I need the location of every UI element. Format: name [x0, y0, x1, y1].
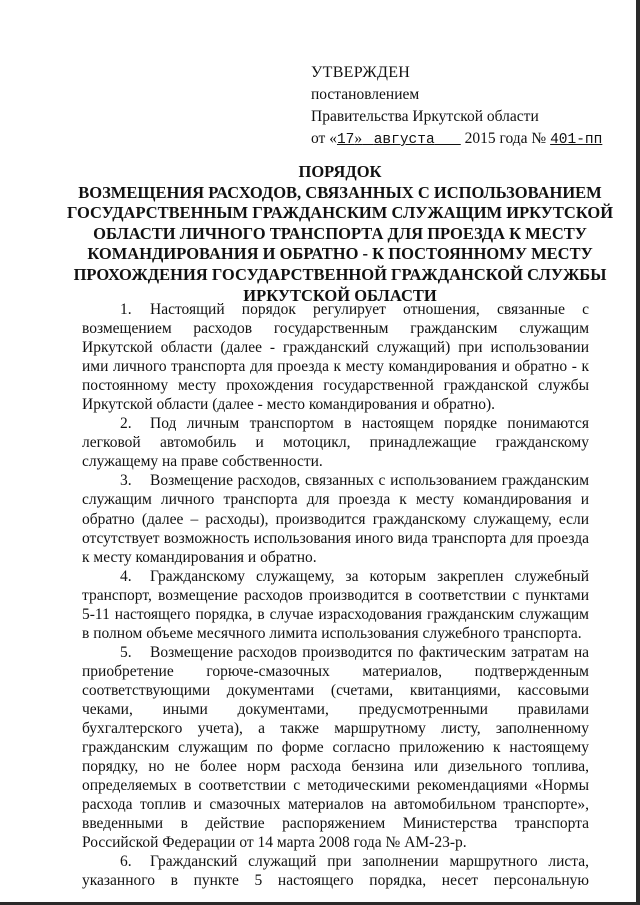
paragraph-3	[82, 471, 589, 566]
approval-day: 17	[336, 132, 355, 148]
paragraph-4	[82, 567, 589, 643]
approval-month: августа	[373, 132, 435, 148]
paragraph-text: Настоящий порядок регулирует отношения, связанные с возмещением расходов государственным гражданским служащим Иркутской области (далее - гражданский служащий) при использовании ими личного транспорта для проезда к месту командирования и обратно - к постоянному месту прохождения государственной гражданской службы Иркутской области (далее - место командирования и обратно).	[82, 301, 589, 414]
paragraph-number: 4.	[120, 567, 132, 585]
approval-stamp	[311, 62, 611, 151]
paragraph-number: 6.	[120, 853, 132, 871]
paragraph-number: 3.	[120, 472, 132, 490]
approval-line-2: Правительства Иркутской области	[311, 108, 539, 125]
date-mid: »	[354, 130, 363, 147]
approval-heading: УТВЕРЖДЕН	[311, 64, 411, 81]
date-prefix: от «	[311, 130, 337, 147]
paragraph-text: Гражданскому служащему, за которым закреплен служебный транспорт, возмещение расходов производится в соответствии с пунктами 5-11 настоящего порядка, в случае израсходования гражданским служащим в полном объеме месячного лимита использования служебного транспорта.	[82, 567, 589, 642]
scan-edge-right	[636, 0, 640, 905]
paragraph-2	[82, 414, 589, 471]
approval-year: 2015 года №	[464, 130, 547, 147]
paragraph-text: Под личным транспортом в настоящем порядке понимаются легковой автомобиль и мотоцикл, принадлежащие гражданскому служащему на праве собственности.	[82, 415, 589, 471]
document-body	[82, 300, 589, 890]
approval-date-line	[311, 128, 611, 151]
paragraph-text: Возмещение расходов, связанных с использованием гражданским служащим личного транспорта для проезда к месту командирования и обратно (далее – расходы), производится гражданскому служащему, если отсутствует возможность использования иного вида транспорта для проезда к месту командирования и обратно.	[82, 472, 589, 566]
paragraph-number: 2.	[120, 415, 132, 433]
paragraph-text: Гражданский служащий при заполнении маршрутного листа, указанного в пункте 5 настоящего порядка, несет персональную	[82, 853, 589, 890]
title-line: ГОСУДАРСТВЕННЫМ ГРАЖДАНСКИМ СЛУЖАЩИМ ИРКУТСКОЙ	[66, 203, 614, 223]
title-line: ИРКУТСКОЙ ОБЛАСТИ	[243, 285, 437, 305]
paragraph-number: 5.	[120, 643, 132, 661]
paragraph-6	[82, 852, 589, 890]
title-line: ВОЗМЕЩЕНИЯ РАСХОДОВ, СВЯЗАННЫХ С ИСПОЛЬЗОВАНИЕМ	[78, 182, 602, 202]
title-line: ОБЛАСТИ ЛИЧНОГО ТРАНСПОРТА ДЛЯ ПРОЕЗДА К МЕСТУ	[93, 223, 587, 243]
title-line: ПОРЯДОК	[298, 162, 382, 181]
paragraph-number: 1.	[120, 301, 132, 318]
approval-number: 401-пп	[550, 132, 603, 148]
title-line: ПРОХОЖДЕНИЯ ГОСУДАРСТВЕННОЙ ГРАЖДАНСКОЙ СЛУЖБЫ	[73, 264, 607, 284]
paragraph-5	[82, 643, 589, 853]
approval-line-1: постановлением	[311, 86, 420, 103]
title-line: КОМАНДИРОВАНИЯ И ОБРАТНО - К ПОСТОЯННОМУ МЕСТУ	[87, 244, 593, 264]
document-title	[60, 162, 620, 306]
paragraph-text: Возмещение расходов производится по фактическим затратам на приобретение горюче-смазочных материалов, подтвержденным соответствующими документами (счетами, квитанциями, кассовыми чеками, иными документами, предусмотренными правилами бухгалтерского учета), а также маршрутному листу, заполненному гражданским служащим по форме согласно приложению к настоящему порядку, но не более норм расхода бензина или дизельного топлива, определяемых в соответствии с методическими рекомендациями «Нормы расхода топлив и смазочных материалов на автомобильном транспорте», введенными в действие распоряжением Министерства транспорта Российской Федерации от 14 марта 2008 года № АМ-23-р.	[82, 643, 589, 852]
paragraph-1	[82, 300, 589, 414]
